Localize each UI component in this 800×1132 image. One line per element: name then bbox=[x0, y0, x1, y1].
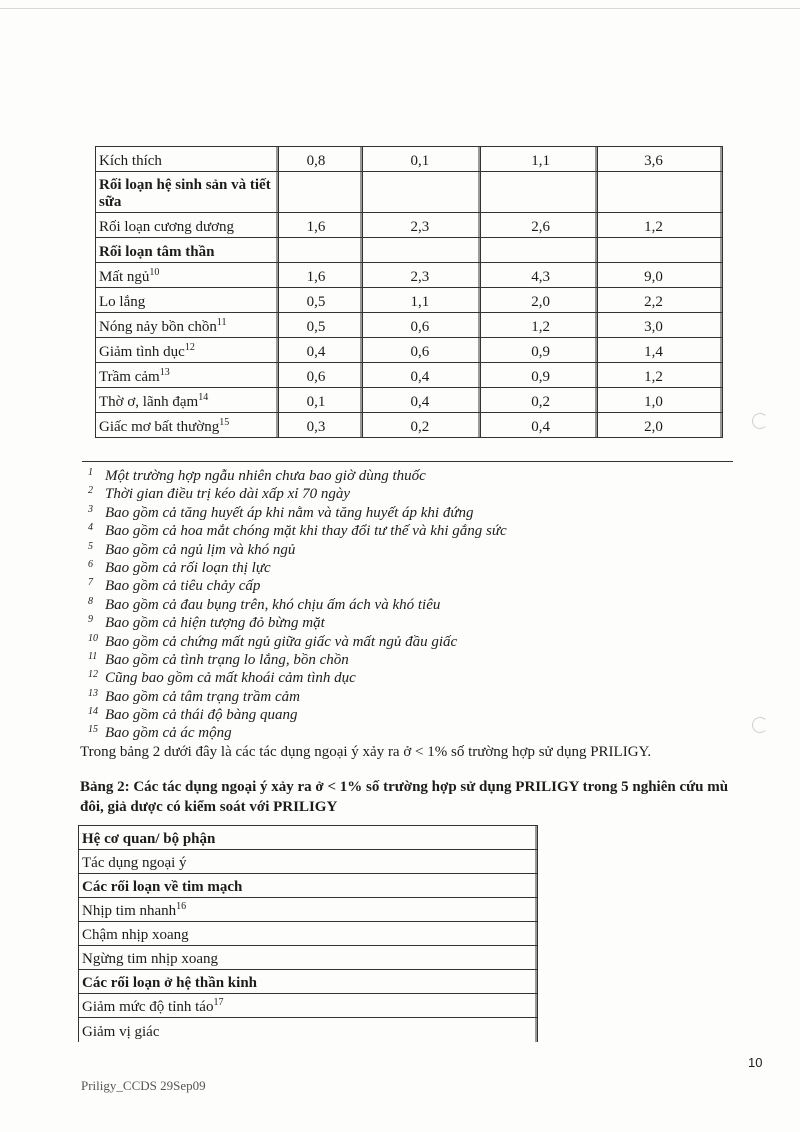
row-label-text: Nóng nảy bồn chồn bbox=[99, 319, 217, 335]
value-cell bbox=[481, 172, 598, 213]
footnote-ref: 11 bbox=[216, 317, 227, 328]
row-label bbox=[79, 1018, 538, 1043]
footnote-item bbox=[88, 556, 728, 574]
value-cell: 0,1 bbox=[363, 147, 481, 172]
row-label-text: Tác dụng ngoại ý bbox=[82, 855, 187, 871]
footnote-ref: 17 bbox=[213, 997, 224, 1008]
row-label-text: Giảm tình dục bbox=[99, 344, 185, 360]
adverse-effects-table-1 bbox=[95, 146, 723, 438]
footnote-text: Một trường hợp ngẫu nhiên chưa bao giờ dùng thuốc bbox=[105, 468, 426, 484]
value-cell: 0,2 bbox=[481, 388, 598, 413]
footnote-text: Bao gồm cả ác mộng bbox=[105, 725, 232, 742]
row-label-text: Rối loạn cương dương bbox=[99, 219, 235, 235]
table-row bbox=[79, 874, 538, 898]
value-cell: 3,0 bbox=[598, 313, 723, 338]
value-cell: 1,2 bbox=[481, 313, 598, 338]
value-cell: 2,6 bbox=[481, 213, 598, 238]
value-cell: 0,9 bbox=[481, 338, 598, 363]
footnote-number: 4 bbox=[88, 522, 93, 534]
value-cell: 2,3 bbox=[363, 213, 481, 238]
table-row bbox=[79, 850, 538, 874]
footnote-text: Bao gồm cả tiêu chảy cấp bbox=[105, 578, 261, 595]
table-row bbox=[79, 970, 538, 994]
value-cell: 4,3 bbox=[481, 263, 598, 288]
table-row bbox=[96, 172, 723, 213]
table-row bbox=[79, 826, 538, 850]
row-label bbox=[79, 874, 538, 898]
row-label-text: Mất ngủ bbox=[99, 269, 150, 285]
row-label bbox=[96, 313, 279, 338]
row-label bbox=[79, 946, 538, 970]
footnote-ref: 10 bbox=[149, 267, 160, 278]
value-cell: 0,4 bbox=[363, 388, 481, 413]
value-cell: 1,6 bbox=[278, 263, 363, 288]
value-cell: 3,6 bbox=[598, 147, 723, 172]
table-2-caption: Bảng 2: Các tác dụng ngoại ý xảy ra ở < 1% số trường hợp sử dụng PRILIGY trong 5 nghiên cứu mù đôi, giả dược có kiểm soát với PRILIGY bbox=[80, 779, 729, 815]
value-cell: 0,2 bbox=[363, 413, 481, 438]
value-cell bbox=[363, 172, 481, 213]
value-cell: 0,4 bbox=[481, 413, 598, 438]
footnote-text: Bao gồm cả thái độ bàng quang bbox=[105, 707, 298, 724]
footnote-item bbox=[88, 464, 728, 482]
value-cell bbox=[598, 238, 723, 263]
row-label bbox=[96, 213, 279, 238]
value-cell: 0,5 bbox=[278, 288, 363, 313]
value-cell: 1,1 bbox=[363, 288, 481, 313]
value-cell bbox=[598, 172, 723, 213]
page-number: 10 bbox=[748, 1055, 763, 1070]
row-label bbox=[79, 826, 538, 850]
footnote-item bbox=[88, 703, 728, 724]
row-label-text: Lo lắng bbox=[99, 294, 146, 310]
footnote-number: 14 bbox=[88, 706, 98, 718]
footnote-item bbox=[88, 721, 728, 742]
row-label-text: Hệ cơ quan/ bộ phận bbox=[82, 831, 216, 847]
footnote-item bbox=[88, 482, 728, 503]
footnote-number: 5 bbox=[88, 540, 93, 552]
value-cell: 1,0 bbox=[598, 388, 723, 413]
value-cell: 0,8 bbox=[278, 147, 363, 172]
value-cell: 0,4 bbox=[278, 338, 363, 363]
table-row bbox=[96, 213, 723, 238]
row-label-text: Thờ ơ, lãnh đạm bbox=[99, 394, 199, 410]
value-cell: 0,5 bbox=[278, 313, 363, 338]
row-label bbox=[79, 994, 538, 1018]
scan-punch-mark-2 bbox=[752, 717, 768, 733]
scan-punch-mark-1 bbox=[752, 413, 768, 429]
adverse-effects-table-2 bbox=[78, 825, 538, 1042]
row-label bbox=[96, 388, 279, 413]
value-cell: 2,0 bbox=[598, 413, 723, 438]
value-cell: 2,3 bbox=[363, 263, 481, 288]
footnote-number: 7 bbox=[88, 577, 93, 589]
footnote-list bbox=[88, 464, 728, 740]
footnote-number: 10 bbox=[88, 632, 98, 644]
footnote-ref: 14 bbox=[198, 392, 209, 403]
value-cell bbox=[363, 238, 481, 263]
row-label bbox=[79, 922, 538, 946]
row-label-text: Rối loạn tâm thần bbox=[99, 244, 215, 260]
footnote-text: Bao gồm cả chứng mất ngủ giữa giấc và mất ngủ đầu giấc bbox=[105, 633, 458, 650]
footnote-number: 9 bbox=[88, 614, 93, 626]
footnote-text: Bao gồm cả hoa mắt chóng mặt khi thay đổi tư thế và khi gắng sức bbox=[105, 523, 507, 540]
table-row bbox=[96, 147, 723, 172]
row-label-text: Giảm mức độ tỉnh táo bbox=[82, 999, 214, 1015]
footnote-item bbox=[88, 501, 728, 519]
row-label bbox=[96, 147, 279, 172]
row-label bbox=[96, 338, 279, 363]
footnote-text: Bao gồm cả tâm trạng trầm cảm bbox=[105, 688, 300, 705]
row-label-text: Trầm cảm bbox=[99, 369, 160, 385]
value-cell bbox=[278, 172, 363, 213]
footnote-ref: 13 bbox=[159, 367, 170, 378]
row-label bbox=[96, 263, 279, 288]
footnote-item bbox=[88, 648, 728, 666]
document-footer: Priligy_CCDS 29Sep09 bbox=[81, 1078, 206, 1093]
table-row bbox=[96, 263, 723, 288]
value-cell: 0,6 bbox=[363, 313, 481, 338]
footnote-item bbox=[88, 630, 728, 648]
footnote-text: Cũng bao gồm cả mất khoái cảm tình dục bbox=[105, 670, 356, 687]
value-cell: 0,6 bbox=[278, 363, 363, 388]
footnote-number: 13 bbox=[88, 687, 98, 699]
row-label bbox=[79, 850, 538, 874]
value-cell: 1,6 bbox=[278, 213, 363, 238]
value-cell: 1,4 bbox=[598, 338, 723, 363]
row-label bbox=[96, 413, 279, 438]
footnote-separator bbox=[82, 461, 733, 462]
table-row bbox=[79, 946, 538, 970]
table-row bbox=[79, 898, 538, 922]
footnote-ref: 12 bbox=[184, 342, 195, 353]
value-cell: 0,9 bbox=[481, 363, 598, 388]
value-cell: 2,0 bbox=[481, 288, 598, 313]
value-cell: 1,1 bbox=[481, 147, 598, 172]
footnote-number: 11 bbox=[88, 650, 98, 662]
table-row bbox=[96, 338, 723, 363]
footnote-item bbox=[88, 611, 728, 632]
row-label-text: Các rối loạn về tim mạch bbox=[82, 879, 243, 895]
value-cell bbox=[278, 238, 363, 263]
row-label-text: Rối loạn hệ sinh sản và tiết sữa bbox=[99, 177, 271, 210]
footnote-number: 3 bbox=[88, 503, 93, 515]
footnote-item bbox=[88, 519, 728, 540]
row-label bbox=[96, 288, 279, 313]
footnote-text: Thời gian điều trị kéo dài xấp xỉ 70 ngày bbox=[105, 486, 351, 503]
value-cell: 0,1 bbox=[278, 388, 363, 413]
value-cell: 0,6 bbox=[363, 338, 481, 363]
footnote-item bbox=[88, 666, 728, 687]
footnote-number: 15 bbox=[88, 724, 98, 736]
value-cell: 9,0 bbox=[598, 263, 723, 288]
footnote-text: Bao gồm cả đau bụng trên, khó chịu ấm ách và khó tiêu bbox=[105, 596, 441, 613]
row-label bbox=[96, 238, 279, 263]
row-label-text: Nhịp tim nhanh bbox=[82, 903, 177, 919]
footnote-number: 1 bbox=[88, 467, 93, 478]
footnote-number: 12 bbox=[88, 669, 98, 681]
table-row bbox=[79, 922, 538, 946]
table-row bbox=[79, 994, 538, 1018]
row-label-text: Ngừng tim nhịp xoang bbox=[82, 951, 219, 967]
table-row bbox=[96, 388, 723, 413]
row-label-text: Các rối loạn ở hệ thần kinh bbox=[82, 975, 258, 991]
row-label-text: Chậm nhịp xoang bbox=[82, 927, 189, 943]
footnote-text: Bao gồm cả ngủ lịm và khó ngủ bbox=[105, 541, 296, 558]
footnote-text: Bao gồm cả rối loạn thị lực bbox=[105, 559, 271, 576]
row-label-text: Kích thích bbox=[99, 153, 162, 169]
footnote-text: Bao gồm cả hiện tượng đỏ bừng mặt bbox=[105, 615, 325, 632]
table-row bbox=[96, 413, 723, 438]
footnote-ref: 16 bbox=[176, 901, 187, 912]
row-label bbox=[79, 898, 538, 922]
value-cell: 1,2 bbox=[598, 213, 723, 238]
row-label bbox=[79, 970, 538, 994]
table-row bbox=[96, 238, 723, 263]
row-label bbox=[96, 172, 279, 213]
value-cell: 0,4 bbox=[363, 363, 481, 388]
scan-top-edge bbox=[0, 8, 800, 9]
footnote-number: 2 bbox=[88, 485, 93, 497]
table-row bbox=[79, 1018, 538, 1043]
table-row bbox=[96, 288, 723, 313]
footnote-item bbox=[88, 593, 728, 611]
footnote-text: Bao gồm cả tình trạng lo lắng, bồn chồn bbox=[105, 651, 349, 668]
footnote-item bbox=[88, 685, 728, 703]
row-label bbox=[96, 363, 279, 388]
footnote-item bbox=[88, 538, 728, 556]
footnote-number: 6 bbox=[88, 558, 93, 570]
value-cell: 0,3 bbox=[278, 413, 363, 438]
value-cell: 1,2 bbox=[598, 363, 723, 388]
row-label-text: Giấc mơ bất thường bbox=[99, 419, 220, 435]
footnote-ref: 15 bbox=[219, 417, 230, 428]
row-label-text: Giảm vị giác bbox=[82, 1024, 160, 1040]
intro-paragraph: Trong bảng 2 dưới đây là các tác dụng ngoại ý xảy ra ở < 1% số trường hợp sử dụng PRILIGY. bbox=[80, 744, 652, 760]
footnote-number: 8 bbox=[88, 595, 93, 607]
value-cell bbox=[481, 238, 598, 263]
footnote-item bbox=[88, 574, 728, 595]
footnote-text: Bao gồm cả tăng huyết áp khi nằm và tăng huyết áp khi đứng bbox=[105, 504, 474, 521]
value-cell: 2,2 bbox=[598, 288, 723, 313]
table-row bbox=[96, 313, 723, 338]
table-row bbox=[96, 363, 723, 388]
